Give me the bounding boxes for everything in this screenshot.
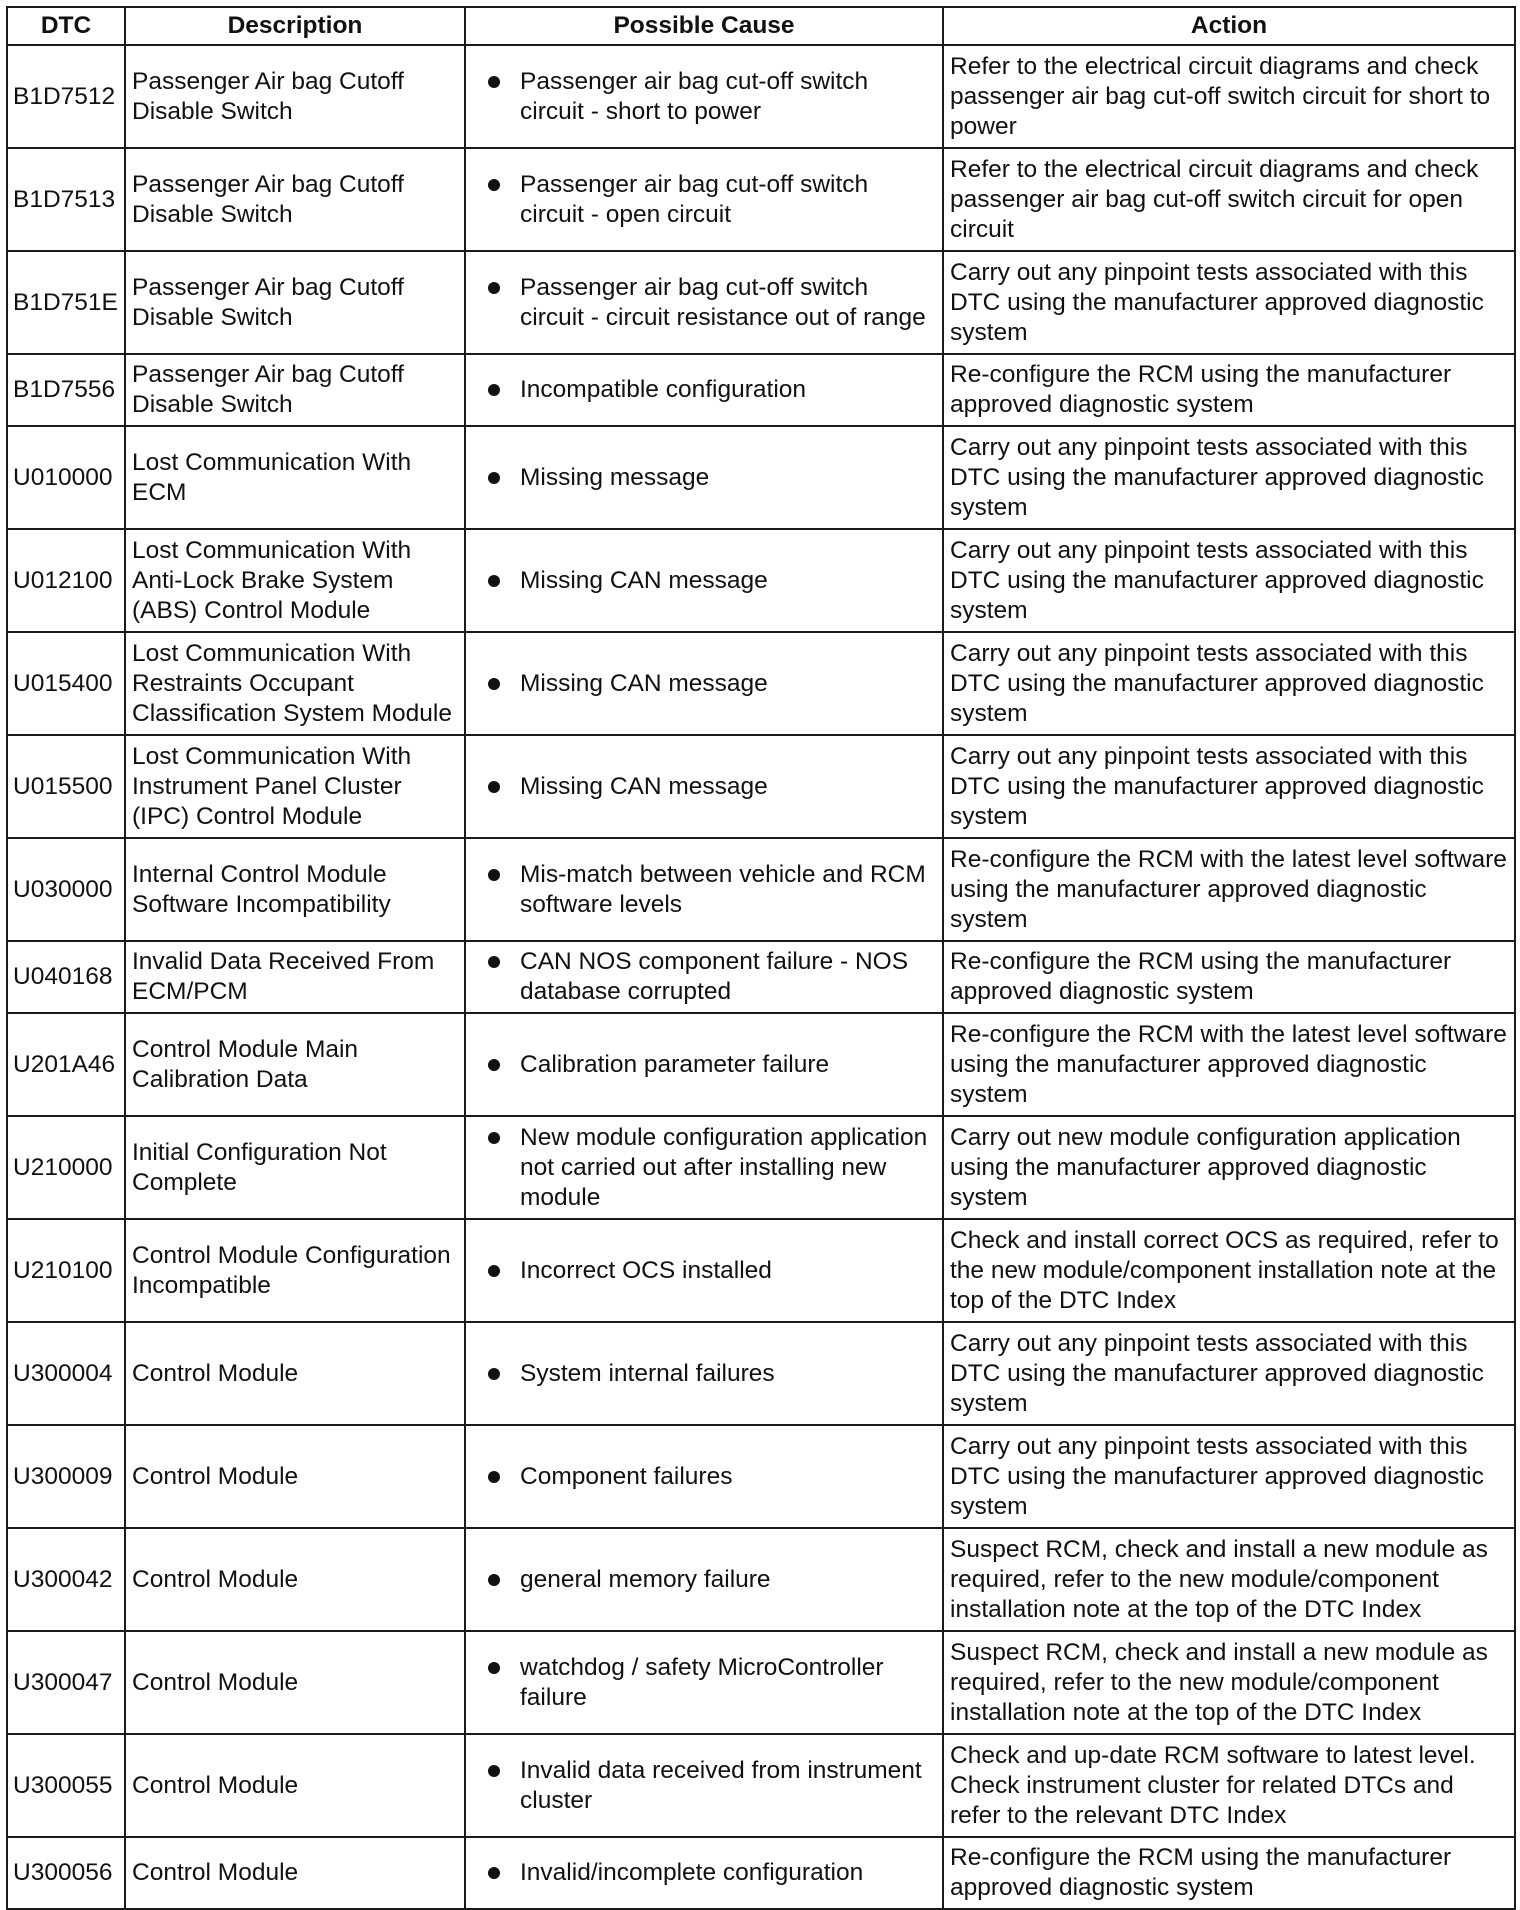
table-row xyxy=(7,632,1515,735)
dtc-description: Lost Communication With ECM xyxy=(125,426,465,529)
dtc-description: Control Module xyxy=(125,1322,465,1425)
dtc-code: U300047 xyxy=(7,1631,125,1734)
action-text: Check and up-date RCM software to latest level. Check instrument cluster for related DTCs and refer to the relevant DTC Index xyxy=(943,1734,1515,1837)
action-text: Re-configure the RCM using the manufacturer approved diagnostic system xyxy=(943,354,1515,426)
header-dtc: DTC xyxy=(7,7,125,45)
dtc-description: Control Module xyxy=(125,1734,465,1837)
dtc-code: U300042 xyxy=(7,1528,125,1631)
action-text: Carry out any pinpoint tests associated with this DTC using the manufacturer approved diagnostic system xyxy=(943,735,1515,838)
table-row xyxy=(7,1837,1515,1909)
table-row xyxy=(7,1528,1515,1631)
dtc-code: B1D7556 xyxy=(7,354,125,426)
possible-cause xyxy=(465,735,943,838)
dtc-description: Control Module xyxy=(125,1528,465,1631)
possible-cause xyxy=(465,1734,943,1837)
table-row xyxy=(7,426,1515,529)
bullet-icon xyxy=(488,1471,500,1483)
action-text: Carry out any pinpoint tests associated with this DTC using the manufacturer approved diagnostic system xyxy=(943,1322,1515,1425)
possible-cause xyxy=(465,251,943,354)
table-row xyxy=(7,45,1515,148)
dtc-code: U300055 xyxy=(7,1734,125,1837)
action-text: Carry out any pinpoint tests associated with this DTC using the manufacturer approved diagnostic system xyxy=(943,251,1515,354)
possible-cause-text: Passenger air bag cut-off switch circuit - open circuit xyxy=(520,170,869,228)
possible-cause-text: CAN NOS component failure - NOS database corrupted xyxy=(520,948,909,1005)
bullet-icon xyxy=(488,1059,500,1071)
table-row xyxy=(7,354,1515,426)
bullet-icon xyxy=(488,1132,500,1144)
dtc-code: U201A46 xyxy=(7,1013,125,1116)
table-row xyxy=(7,838,1515,941)
table-row xyxy=(7,1219,1515,1322)
possible-cause-text: New module configuration application not carried out after installing new module xyxy=(520,1123,928,1211)
bullet-icon xyxy=(488,1574,500,1586)
possible-cause xyxy=(465,1219,943,1322)
table-row xyxy=(7,1631,1515,1734)
dtc-table xyxy=(6,6,1516,1910)
dtc-description: Invalid Data Received From ECM/PCM xyxy=(125,941,465,1013)
action-text: Suspect RCM, check and install a new module as required, refer to the new module/component installation note at the top of the DTC Index xyxy=(943,1528,1515,1631)
dtc-code: B1D7512 xyxy=(7,45,125,148)
dtc-description: Control Module xyxy=(125,1837,465,1909)
dtc-description: Control Module xyxy=(125,1425,465,1528)
table-row xyxy=(7,1322,1515,1425)
possible-cause-text: Incorrect OCS installed xyxy=(520,1256,772,1284)
possible-cause xyxy=(465,354,943,426)
table-row xyxy=(7,148,1515,251)
possible-cause-text: Mis-match between vehicle and RCM software levels xyxy=(520,860,926,918)
table-row xyxy=(7,1116,1515,1219)
dtc-description: Internal Control Module Software Incompatibility xyxy=(125,838,465,941)
possible-cause-text: Missing message xyxy=(520,463,710,491)
dtc-description: Lost Communication With Anti-Lock Brake System (ABS) Control Module xyxy=(125,529,465,632)
possible-cause xyxy=(465,1425,943,1528)
table-header-row xyxy=(7,7,1515,45)
bullet-icon xyxy=(488,472,500,484)
table-row xyxy=(7,251,1515,354)
dtc-description: Passenger Air bag Cutoff Disable Switch xyxy=(125,354,465,426)
action-text: Re-configure the RCM with the latest level software using the manufacturer approved diagnostic system xyxy=(943,1013,1515,1116)
dtc-code: U010000 xyxy=(7,426,125,529)
dtc-description: Lost Communication With Restraints Occupant Classification System Module xyxy=(125,632,465,735)
possible-cause xyxy=(465,529,943,632)
dtc-description: Initial Configuration Not Complete xyxy=(125,1116,465,1219)
table-row xyxy=(7,529,1515,632)
possible-cause xyxy=(465,1116,943,1219)
bullet-icon xyxy=(488,1368,500,1380)
action-text: Suspect RCM, check and install a new module as required, refer to the new module/component installation note at the top of the DTC Index xyxy=(943,1631,1515,1734)
header-action: Action xyxy=(943,7,1515,45)
possible-cause xyxy=(465,1322,943,1425)
bullet-icon xyxy=(488,1265,500,1277)
possible-cause-text: System internal failures xyxy=(520,1359,775,1387)
bullet-icon xyxy=(488,575,500,587)
dtc-code: B1D751E xyxy=(7,251,125,354)
bullet-icon xyxy=(488,869,500,881)
table-row xyxy=(7,735,1515,838)
bullet-icon xyxy=(488,76,500,88)
dtc-code: U300056 xyxy=(7,1837,125,1909)
table-row xyxy=(7,1013,1515,1116)
action-text: Re-configure the RCM using the manufacturer approved diagnostic system xyxy=(943,941,1515,1013)
dtc-code: U015400 xyxy=(7,632,125,735)
possible-cause-text: Passenger air bag cut-off switch circuit - circuit resistance out of range xyxy=(520,273,926,331)
header-possible-cause: Possible Cause xyxy=(465,7,943,45)
possible-cause xyxy=(465,45,943,148)
dtc-code: U300009 xyxy=(7,1425,125,1528)
possible-cause-text: Missing CAN message xyxy=(520,772,768,800)
bullet-icon xyxy=(488,384,500,396)
dtc-description: Passenger Air bag Cutoff Disable Switch xyxy=(125,45,465,148)
bullet-icon xyxy=(488,179,500,191)
possible-cause-text: Component failures xyxy=(520,1462,733,1490)
possible-cause-text: Invalid/incomplete configuration xyxy=(520,1859,864,1886)
possible-cause-text: general memory failure xyxy=(520,1565,771,1593)
possible-cause-text: Passenger air bag cut-off switch circuit - short to power xyxy=(520,67,869,125)
bullet-icon xyxy=(488,1867,500,1879)
dtc-description: Control Module Configuration Incompatible xyxy=(125,1219,465,1322)
dtc-description: Control Module xyxy=(125,1631,465,1734)
possible-cause xyxy=(465,941,943,1013)
possible-cause-text: watchdog / safety MicroController failure xyxy=(520,1653,884,1711)
dtc-description: Passenger Air bag Cutoff Disable Switch xyxy=(125,251,465,354)
action-text: Carry out any pinpoint tests associated with this DTC using the manufacturer approved diagnostic system xyxy=(943,1425,1515,1528)
possible-cause xyxy=(465,1528,943,1631)
dtc-description: Passenger Air bag Cutoff Disable Switch xyxy=(125,148,465,251)
dtc-description: Control Module Main Calibration Data xyxy=(125,1013,465,1116)
bullet-icon xyxy=(488,282,500,294)
possible-cause xyxy=(465,1837,943,1909)
bullet-icon xyxy=(488,678,500,690)
possible-cause-text: Missing CAN message xyxy=(520,669,768,697)
header-description: Description xyxy=(125,7,465,45)
table-row xyxy=(7,1425,1515,1528)
possible-cause-text: Incompatible configuration xyxy=(520,376,807,403)
action-text: Check and install correct OCS as required, refer to the new module/component installation note at the top of the DTC Index xyxy=(943,1219,1515,1322)
dtc-code: U030000 xyxy=(7,838,125,941)
action-text: Refer to the electrical circuit diagrams and check passenger air bag cut-off switch circuit for open circuit xyxy=(943,148,1515,251)
dtc-code: U040168 xyxy=(7,941,125,1013)
dtc-code: U210000 xyxy=(7,1116,125,1219)
action-text: Carry out any pinpoint tests associated with this DTC using the manufacturer approved diagnostic system xyxy=(943,529,1515,632)
action-text: Carry out any pinpoint tests associated with this DTC using the manufacturer approved diagnostic system xyxy=(943,632,1515,735)
possible-cause-text: Missing CAN message xyxy=(520,566,768,594)
dtc-code: U015500 xyxy=(7,735,125,838)
dtc-description: Lost Communication With Instrument Panel Cluster (IPC) Control Module xyxy=(125,735,465,838)
dtc-code: U300004 xyxy=(7,1322,125,1425)
table-row xyxy=(7,941,1515,1013)
bullet-icon xyxy=(488,956,500,968)
action-text: Re-configure the RCM using the manufacturer approved diagnostic system xyxy=(943,1837,1515,1909)
dtc-code: U012100 xyxy=(7,529,125,632)
possible-cause xyxy=(465,1631,943,1734)
possible-cause xyxy=(465,1013,943,1116)
action-text: Carry out new module configuration application using the manufacturer approved diagnostic system xyxy=(943,1116,1515,1219)
possible-cause xyxy=(465,426,943,529)
dtc-code: B1D7513 xyxy=(7,148,125,251)
possible-cause xyxy=(465,838,943,941)
dtc-code: U210100 xyxy=(7,1219,125,1322)
action-text: Carry out any pinpoint tests associated with this DTC using the manufacturer approved diagnostic system xyxy=(943,426,1515,529)
table-row xyxy=(7,1734,1515,1837)
action-text: Refer to the electrical circuit diagrams and check passenger air bag cut-off switch circuit for short to power xyxy=(943,45,1515,148)
bullet-icon xyxy=(488,781,500,793)
possible-cause-text: Invalid data received from instrument cluster xyxy=(520,1756,922,1814)
bullet-icon xyxy=(488,1765,500,1777)
possible-cause-text: Calibration parameter failure xyxy=(520,1050,830,1078)
bullet-icon xyxy=(488,1662,500,1674)
possible-cause xyxy=(465,632,943,735)
possible-cause xyxy=(465,148,943,251)
action-text: Re-configure the RCM with the latest level software using the manufacturer approved diagnostic system xyxy=(943,838,1515,941)
